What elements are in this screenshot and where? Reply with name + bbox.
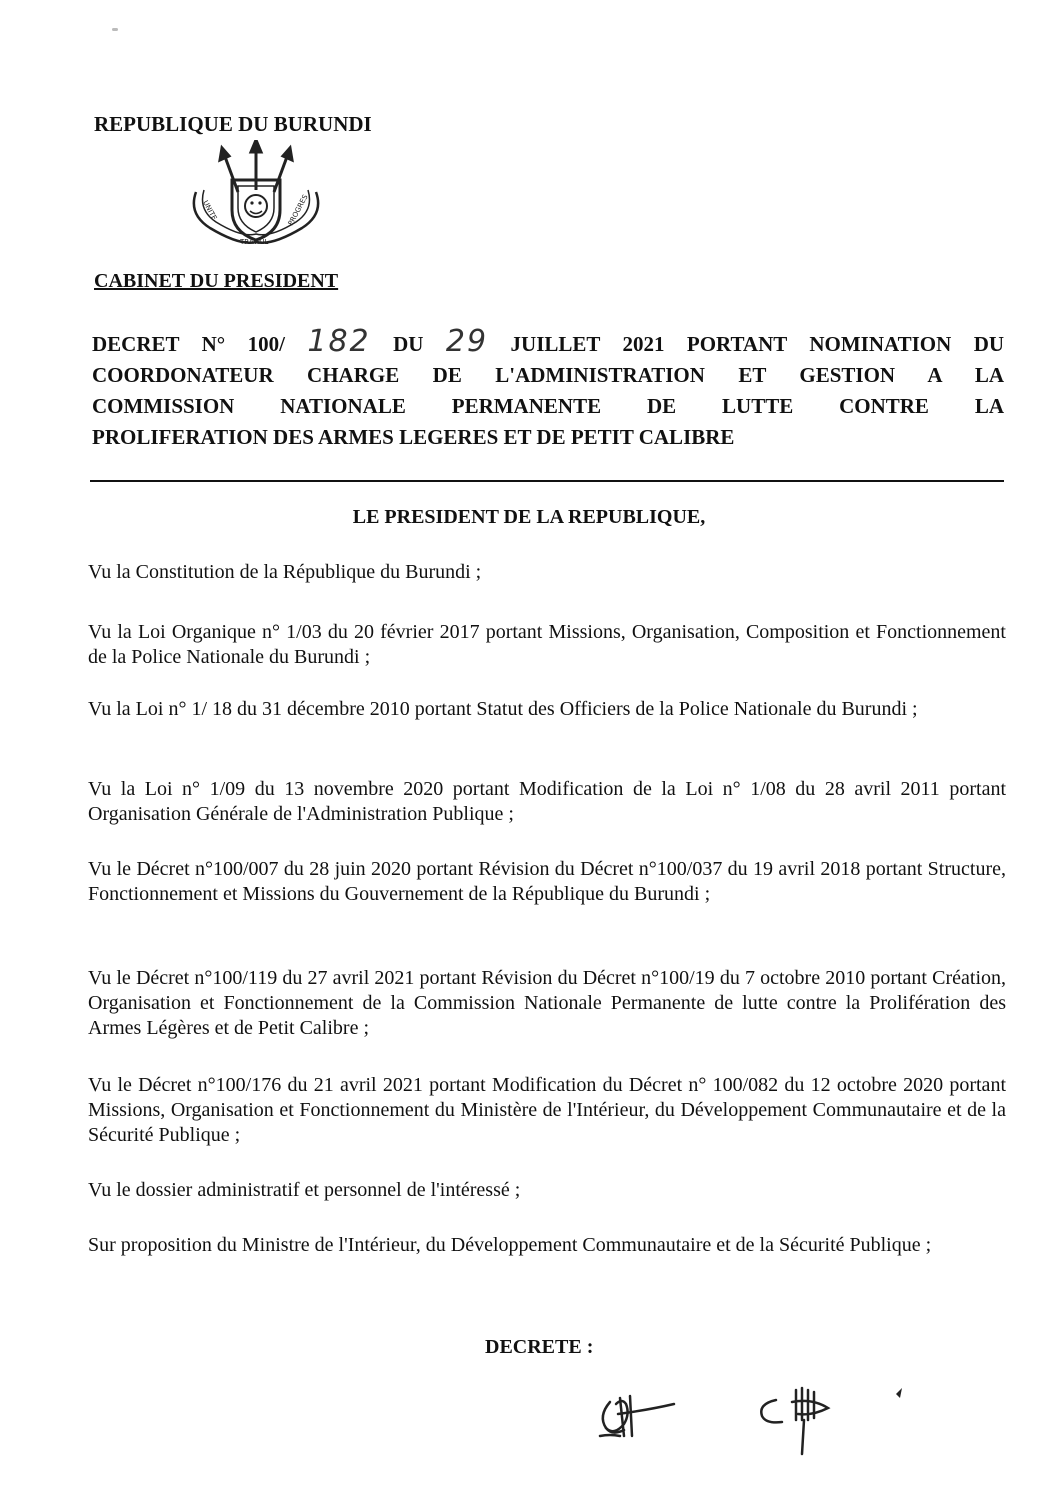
considerant-proposition: Sur proposition du Ministre de l'Intérieur, du Développement Communautaire et de la Sécurité Publique ; bbox=[88, 1234, 932, 1256]
considerant-decret-commission: Vu le Décret n°100/119 du 27 avril 2021 portant Révision du Décret n°100/19 du 7 octobre 2010 portant Création, Organisation et Fonctionnement de la Commission Nationale Permanente de lutte contre la Prolifération des Armes Légères et de Petit Calibre ; bbox=[88, 967, 1006, 1039]
svg-text:TRAVAIL: TRAVAIL bbox=[240, 238, 269, 246]
considerant-loi-organique: Vu la Loi Organique n° 1/03 du 20 février 2017 portant Missions, Organisation, Composition et Fonctionnement de la Police Nationale du Burundi ; bbox=[88, 621, 1006, 668]
decree-day-handwritten: 29 bbox=[445, 324, 489, 359]
decree-du: DU bbox=[393, 332, 424, 356]
decree-title-line-1-rest: JUILLET 2021 PORTANT NOMINATION DU bbox=[510, 332, 1005, 356]
scan-speck bbox=[112, 28, 118, 31]
decree-title-line-4: PROLIFERATION DES ARMES LEGERES ET DE PETIT CALIBRE bbox=[92, 425, 735, 449]
president-heading: LE PRESIDENT DE LA REPUBLIQUE, bbox=[352, 506, 706, 528]
decree-title-line-2: COORDONATEUR CHARGE DE L'ADMINISTRATION ET GESTION A LA bbox=[92, 363, 1004, 387]
decree-prefix: DECRET N° 100/ bbox=[92, 332, 285, 356]
burundi-coat-of-arms-icon bbox=[176, 140, 336, 250]
svg-text:UNITE: UNITE bbox=[201, 199, 219, 222]
decrete-heading: DECRETE : bbox=[485, 1336, 594, 1358]
considerant-constitution: Vu la Constitution de la République du Burundi ; bbox=[88, 561, 482, 583]
considerant-decret-gouvernement: Vu le Décret n°100/007 du 28 juin 2020 portant Révision du Décret n°100/037 du 19 avril 2018 portant Structure, Fonctionnement et Missions du Gouvernement de la République du Burundi ; bbox=[88, 858, 1006, 905]
considerant-dossier: Vu le dossier administratif et personnel de l'intéressé ; bbox=[88, 1179, 521, 1201]
handwritten-initials-icon bbox=[596, 1380, 916, 1460]
svg-text:PROGRES: PROGRES bbox=[286, 193, 310, 227]
decree-title bbox=[92, 326, 1004, 453]
considerant-decret-ministere: Vu le Décret n°100/176 du 21 avril 2021 portant Modification du Décret n° 100/082 du 12 octobre 2020 portant Missions, Organisation et Fonctionnement du Ministère de l'Intérieur, du Développement Communautaire et de la Sécurité Publique ; bbox=[88, 1074, 1006, 1146]
title-divider bbox=[90, 480, 1004, 482]
decree-title-line-1 bbox=[92, 326, 1004, 360]
decree-title-line-3: COMMISSION NATIONALE PERMANENTE DE LUTTE CONTRE LA bbox=[92, 394, 1004, 418]
country-heading: REPUBLIQUE DU BURUNDI bbox=[94, 112, 372, 136]
cabinet-heading: CABINET DU PRESIDENT bbox=[94, 270, 339, 292]
decree-number-handwritten: 182 bbox=[307, 324, 371, 359]
considerant-loi-administration: Vu la Loi n° 1/09 du 13 novembre 2020 portant Modification de la Loi n° 1/08 du 28 avril 2011 portant Organisation Générale de l'Administration Publique ; bbox=[88, 778, 1006, 825]
considerant-loi-statut: Vu la Loi n° 1/ 18 du 31 décembre 2010 portant Statut des Officiers de la Police Nationale du Burundi ; bbox=[88, 698, 918, 720]
